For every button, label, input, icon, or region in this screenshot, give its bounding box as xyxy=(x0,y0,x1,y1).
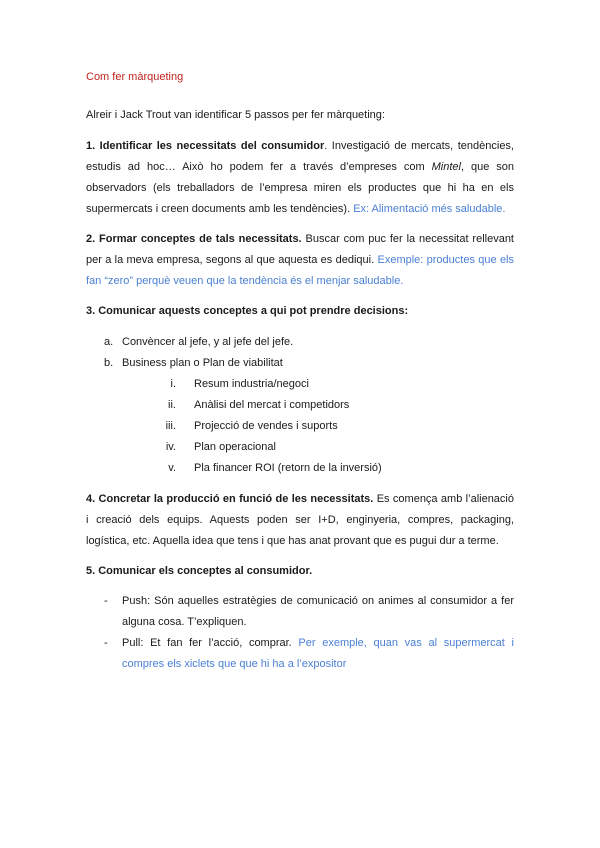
sub-list-marker: iii. xyxy=(165,420,176,432)
step-5-paragraph xyxy=(86,561,514,582)
step-2-example: Exemple: productes que els fan “zero” perquè veuen que la tendència és el menjar saludable. xyxy=(86,254,515,287)
step-3-list xyxy=(86,332,514,479)
list-marker: b. xyxy=(104,357,114,369)
step-1-text-a: . Investigació de mercats, tendències, estudis ad hoc… Això ho podem fer a través d’empreses com xyxy=(86,140,514,173)
sub-list-item xyxy=(122,437,514,458)
step-3-heading: 3. Comunicar aquests conceptes a qui pot prendre decisions: xyxy=(86,305,409,317)
list-item xyxy=(86,633,514,675)
pull-example: Per exemple, quan vas al supermercat i compres els xiclets que que hi ha a l’expositor xyxy=(122,637,514,670)
sub-list-marker: iv. xyxy=(165,441,176,453)
sub-list-marker: ii. xyxy=(168,399,176,411)
step-1-example: Ex: Alimentació més saludable. xyxy=(353,203,506,215)
step-5-list xyxy=(86,591,514,675)
sub-list-marker: v. xyxy=(168,462,176,474)
sub-list-text: Anàlisi del mercat i competidors xyxy=(194,399,350,411)
push-text: Push: Són aquelles estratègies de comunicació on animes al consumidor a fer alguna cosa. T’expliquen. xyxy=(122,595,514,628)
list-marker: a. xyxy=(104,336,114,348)
step-2-text: Buscar com puc fer la necessitat rellevant per a la meva empresa, segons al que aquesta es dediqui. xyxy=(86,233,514,266)
list-item xyxy=(86,332,514,353)
sub-list-item xyxy=(122,416,514,437)
dash-marker: - xyxy=(104,637,108,649)
step-4-text: Es comença amb l’alienació i creació dels equips. Aquests poden ser I+D, enginyeria, compres, packaging, logística, etc. Aquella idea que tens i que has anat provant que es pugui dur a terme. xyxy=(86,493,514,547)
document-title: Com fer màrqueting xyxy=(86,71,184,83)
list-item-text: Convèncer al jefe, y al jefe del jefe. xyxy=(122,336,294,348)
pull-text: Pull: Et fan fer l’acció, comprar. xyxy=(122,637,292,649)
sub-list-item xyxy=(122,395,514,416)
business-plan-sublist xyxy=(122,374,514,479)
mintel-name: Mintel xyxy=(431,161,461,173)
spacer xyxy=(86,479,514,489)
sub-list-item xyxy=(122,374,514,395)
step-5-heading: 5. Comunicar els conceptes al consumidor. xyxy=(86,565,313,577)
step-2-paragraph xyxy=(86,229,514,292)
step-4-paragraph xyxy=(86,489,514,552)
step-1-text-b: , que son observadors (els treballadors de l’empresa miren els productes que hi ha en els supermercats i creen documents amb les tendències). xyxy=(86,161,514,215)
step-3-paragraph xyxy=(86,301,514,322)
sub-list-marker: i. xyxy=(170,378,176,390)
list-item-text: Business plan o Plan de viabilitat xyxy=(122,357,283,369)
step-2-heading: 2. Formar conceptes de tals necessitats. xyxy=(86,233,302,245)
document-page xyxy=(86,67,514,675)
step-1-heading: 1. Identificar les necessitats del consumidor xyxy=(86,140,325,152)
sub-list-text: Resum industria/negoci xyxy=(194,378,309,390)
list-item xyxy=(86,591,514,633)
sub-list-item xyxy=(122,458,514,479)
intro-paragraph: Alreir i Jack Trout van identificar 5 passos per fer màrqueting: xyxy=(86,109,385,121)
step-1-paragraph xyxy=(86,136,514,220)
list-item xyxy=(86,353,514,479)
sub-list-text: Plan operacional xyxy=(194,441,276,453)
dash-marker: - xyxy=(104,595,108,607)
sub-list-text: Pla financer ROI (retorn de la inversió) xyxy=(194,462,382,474)
sub-list-text: Projecció de vendes i suports xyxy=(194,420,338,432)
step-4-heading: 4. Concretar la producció en funció de les necessitats. xyxy=(86,493,374,505)
